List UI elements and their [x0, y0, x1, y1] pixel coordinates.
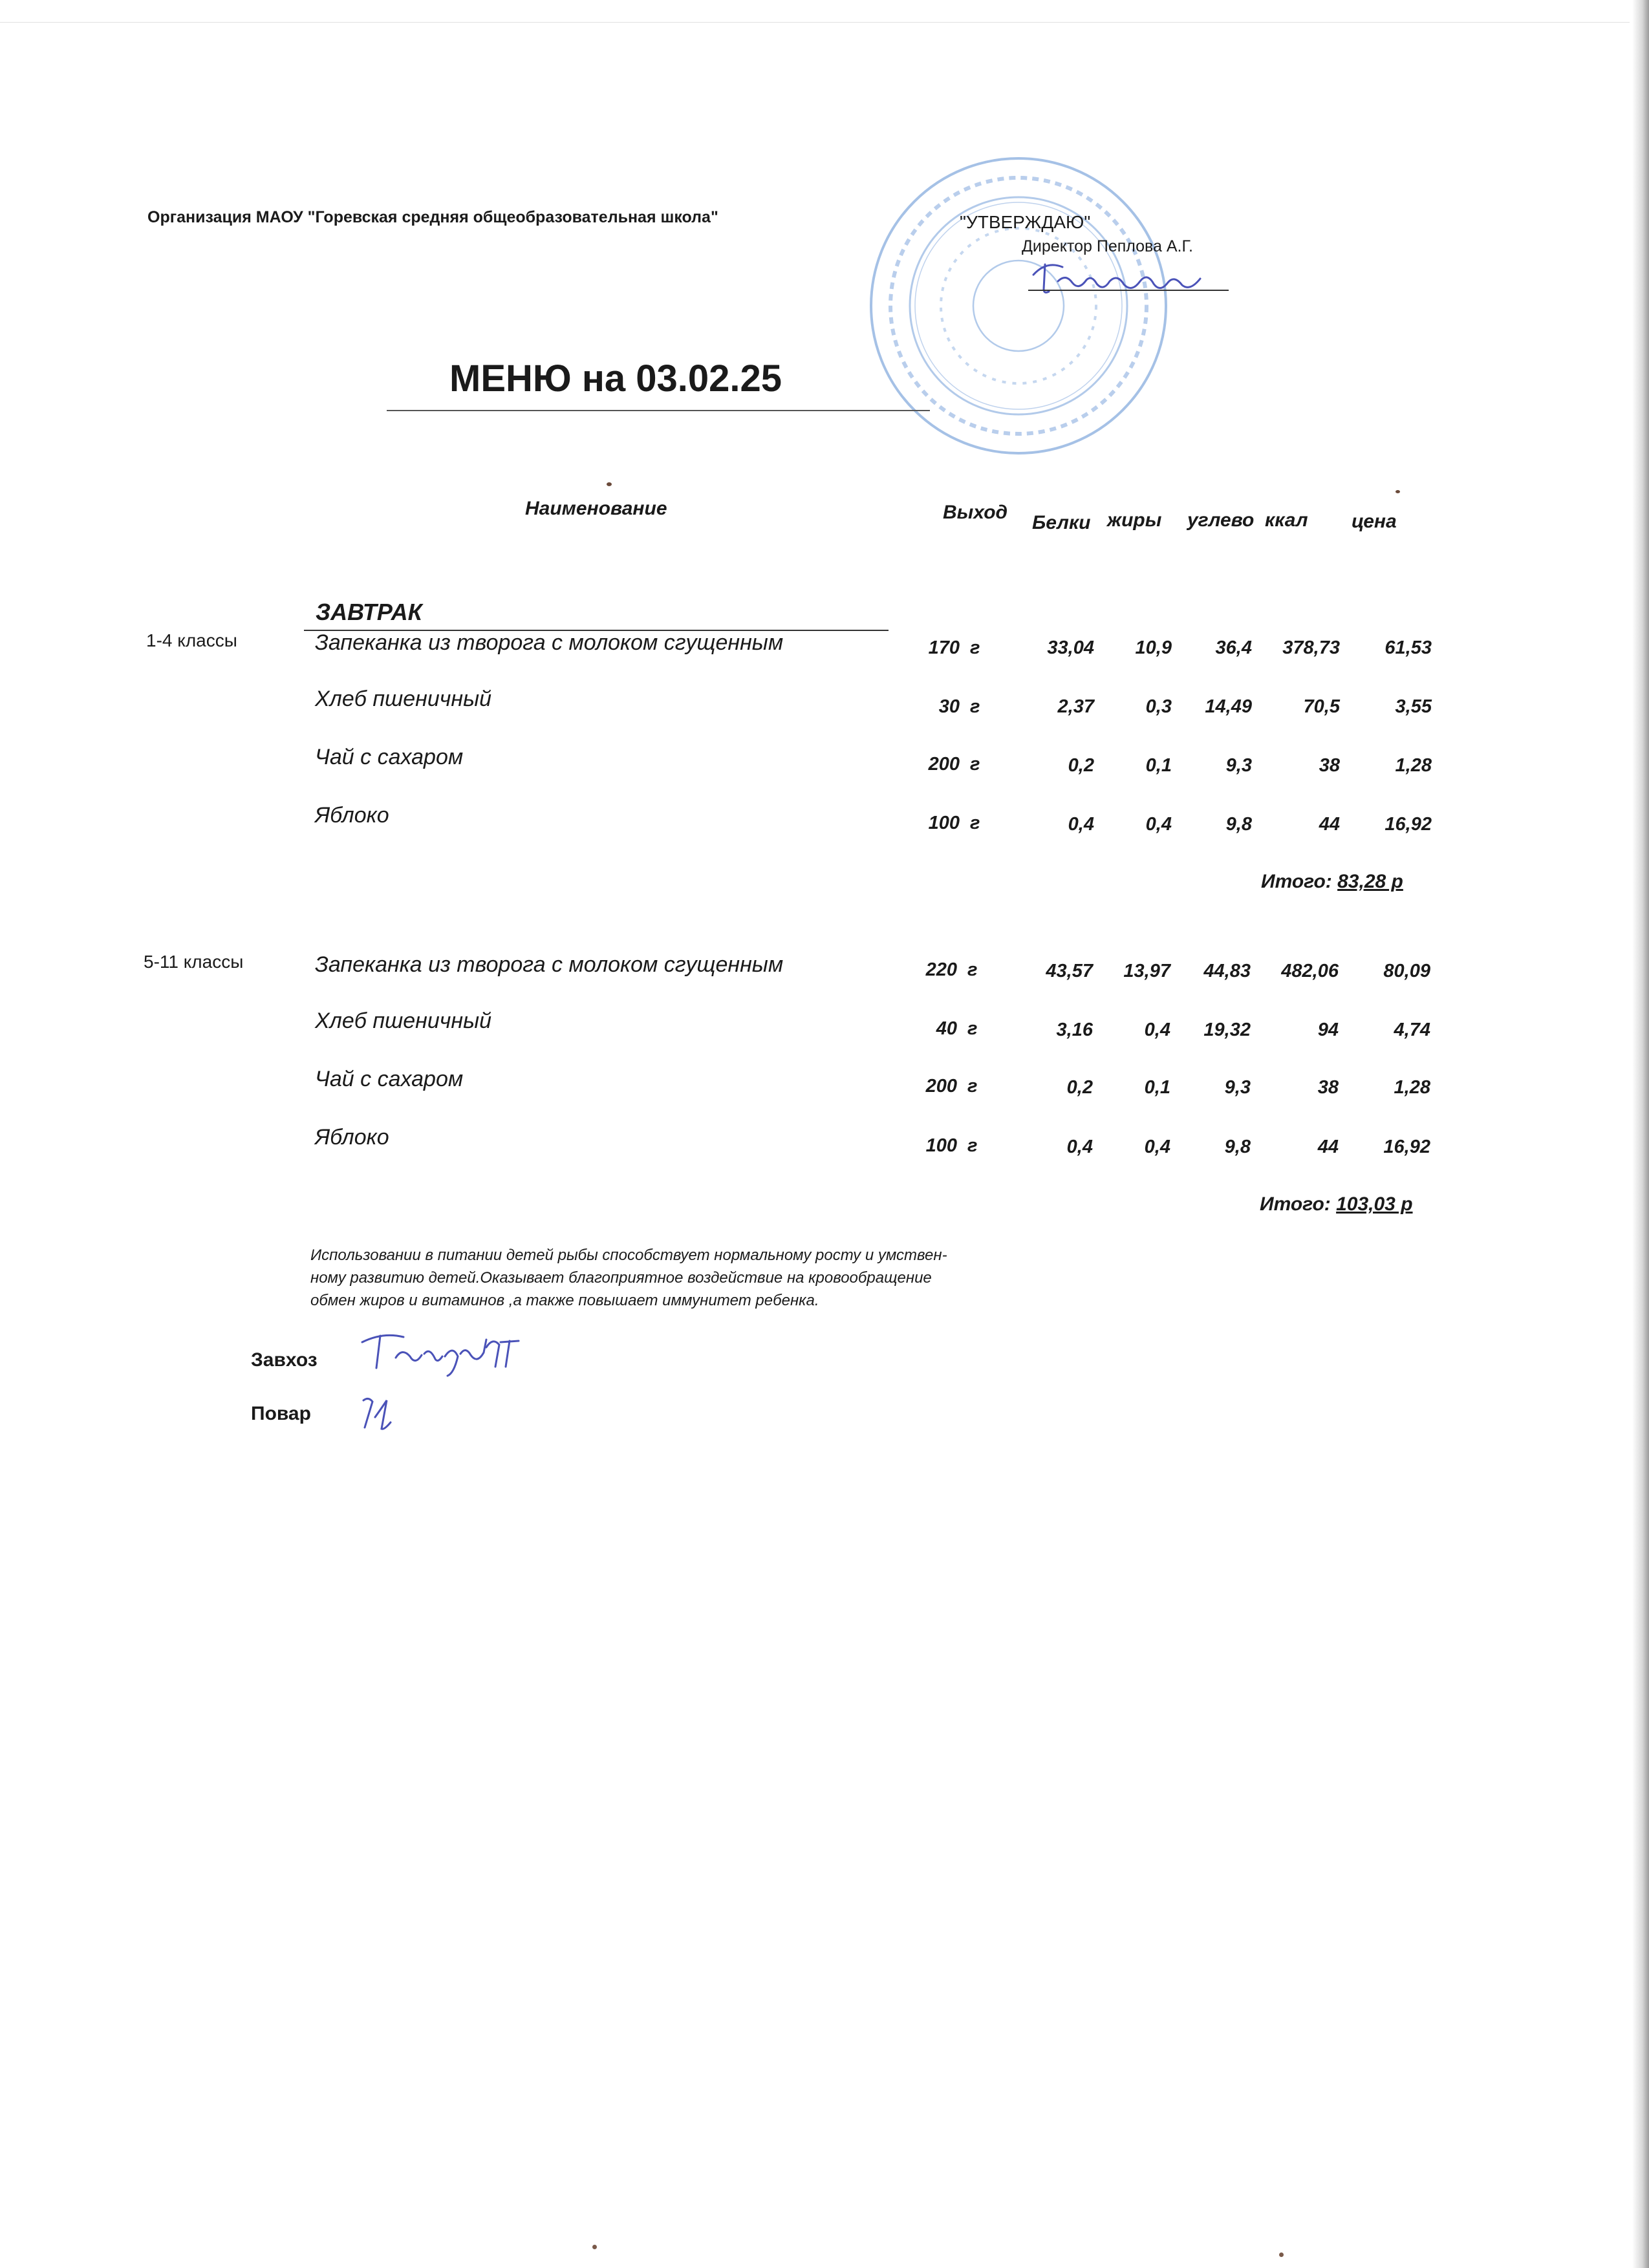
dish-price: 16,92	[1385, 814, 1432, 835]
dish-unit: г	[967, 959, 978, 980]
dish-name: Чай с сахаром	[315, 745, 464, 769]
dish-kcal: 38	[1319, 755, 1340, 776]
director-signature-line	[1028, 290, 1229, 291]
dish-fat: 10,9	[1135, 637, 1172, 658]
approval-heading: "УТВЕРЖДАЮ"	[960, 212, 1091, 232]
col-header-price: цена	[1352, 511, 1397, 532]
organization-name: Организация МАОУ "Горевская средняя общеобразовательная школа"	[147, 208, 718, 226]
director-signature	[1027, 255, 1221, 301]
note-line: обмен жиров и витаминов ,а также повышает иммунитет ребенка.	[310, 1292, 819, 1309]
dish-name: Запеканка из творога с молоком сгущенным	[315, 952, 784, 977]
dish-unit: г	[970, 696, 980, 717]
dish-carbs: 9,8	[1224, 1137, 1251, 1157]
title-underline	[387, 410, 930, 411]
dish-name: Хлеб пшеничный	[315, 687, 492, 711]
dish-price: 1,28	[1394, 1077, 1430, 1098]
dish-unit: г	[970, 637, 980, 658]
note-line: Использовании в питании детей рыбы способствует нормальному росту и умствен-	[310, 1246, 947, 1264]
storekeeper-signature	[357, 1328, 532, 1380]
dish-name: Яблоко	[315, 803, 389, 828]
dish-name: Хлеб пшеничный	[315, 1009, 492, 1033]
dish-output: 220	[925, 959, 957, 980]
dish-kcal: 378,73	[1282, 637, 1340, 658]
dish-carbs: 9,3	[1224, 1077, 1251, 1098]
dish-unit: г	[970, 754, 980, 775]
col-header-fat: жиры	[1107, 509, 1162, 531]
dish-unit: г	[967, 1135, 978, 1156]
dish-protein: 0,4	[1066, 1137, 1093, 1157]
dish-fat: 13,97	[1123, 961, 1170, 981]
dish-price: 61,53	[1385, 637, 1432, 658]
dish-fat: 0,4	[1144, 1020, 1170, 1040]
dish-price: 3,55	[1395, 696, 1432, 717]
dish-output: 170	[928, 637, 960, 658]
official-stamp	[867, 154, 1170, 458]
nutrition-note	[310, 1244, 1061, 1312]
col-header-kcal: ккал	[1265, 509, 1308, 531]
col-header-output: Выход	[943, 502, 1008, 523]
cook-signature	[356, 1391, 407, 1437]
scan-right-edge	[1632, 0, 1649, 2268]
col-header-protein: Белки	[1032, 512, 1091, 533]
note-line: ному развитию детей.Оказывает благоприятное воздействие на кровообращение	[310, 1269, 932, 1287]
scan-speck	[592, 2245, 597, 2249]
dish-kcal: 70,5	[1303, 696, 1340, 717]
total-label: Итого:	[1261, 871, 1332, 892]
dish-fat: 0,1	[1145, 755, 1172, 776]
storekeeper-label: Завхоз	[251, 1349, 318, 1371]
dish-name: Чай с сахаром	[315, 1067, 464, 1091]
dish-protein: 3,16	[1056, 1020, 1093, 1040]
scan-top-edge	[0, 22, 1630, 23]
scan-speck	[1396, 490, 1400, 493]
col-header-name: Наименование	[525, 498, 667, 519]
dish-carbs: 9,3	[1225, 755, 1252, 776]
dish-kcal: 94	[1317, 1020, 1339, 1040]
section-title: ЗАВТРАК	[316, 599, 422, 625]
page-title: МЕНЮ на 03.02.25	[449, 358, 782, 400]
scan-speck	[1279, 2252, 1284, 2257]
dish-kcal: 44	[1319, 814, 1340, 835]
dish-output: 200	[925, 1076, 957, 1097]
dish-kcal: 44	[1317, 1137, 1339, 1157]
dish-output: 100	[925, 1135, 957, 1156]
dish-price: 1,28	[1395, 755, 1432, 776]
dish-price: 16,92	[1383, 1137, 1430, 1157]
dish-price: 4,74	[1394, 1020, 1430, 1040]
group-label: 1-4 классы	[146, 630, 237, 650]
group-total	[1261, 871, 1403, 893]
dish-carbs: 9,8	[1225, 814, 1252, 835]
dish-kcal: 482,06	[1281, 961, 1339, 981]
dish-output: 200	[928, 754, 960, 775]
dish-unit: г	[970, 813, 980, 833]
dish-fat: 0,4	[1144, 1137, 1170, 1157]
dish-protein: 0,4	[1068, 814, 1094, 835]
dish-carbs: 36,4	[1215, 637, 1252, 658]
dish-unit: г	[967, 1018, 978, 1039]
dish-output: 100	[928, 813, 960, 833]
dish-protein: 2,37	[1057, 696, 1094, 717]
dish-carbs: 14,49	[1205, 696, 1252, 717]
dish-price: 80,09	[1383, 961, 1430, 981]
group-total	[1260, 1193, 1413, 1215]
dish-name: Яблоко	[315, 1125, 389, 1150]
dish-fat: 0,1	[1144, 1077, 1170, 1098]
dish-kcal: 38	[1317, 1077, 1339, 1098]
dish-protein: 0,2	[1066, 1077, 1093, 1098]
dish-protein: 43,57	[1046, 961, 1093, 981]
group-label: 5-11 классы	[144, 952, 244, 972]
dish-unit: г	[967, 1076, 978, 1097]
director-name: Директор Пеплова А.Г.	[1022, 237, 1193, 255]
dish-fat: 0,4	[1145, 814, 1172, 835]
dish-carbs: 19,32	[1203, 1020, 1251, 1040]
total-value: 103,03 р	[1336, 1193, 1413, 1215]
dish-protein: 33,04	[1047, 637, 1094, 658]
total-label: Итого:	[1260, 1193, 1331, 1215]
dish-name: Запеканка из творога с молоком сгущенным	[315, 630, 784, 655]
total-value: 83,28 р	[1337, 871, 1403, 892]
cook-label: Повар	[251, 1403, 311, 1424]
dish-fat: 0,3	[1145, 696, 1172, 717]
scan-speck	[607, 482, 612, 486]
dish-protein: 0,2	[1068, 755, 1094, 776]
dish-output: 40	[936, 1018, 957, 1039]
dish-output: 30	[938, 696, 960, 717]
dish-carbs: 44,83	[1203, 961, 1251, 981]
col-header-carbs: углево	[1187, 509, 1255, 531]
